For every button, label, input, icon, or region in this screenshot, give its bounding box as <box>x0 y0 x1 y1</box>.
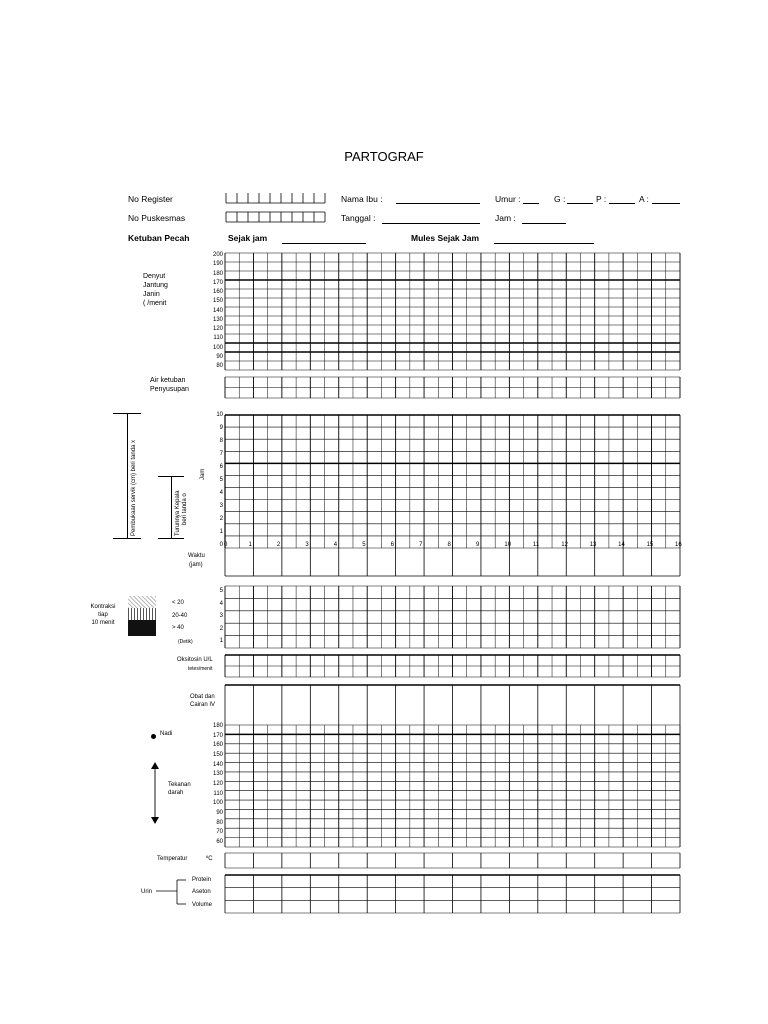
scale-tick-label: 100 <box>212 800 223 807</box>
hour-tick-label: 2 <box>276 542 281 548</box>
scale-tick-label: 10 <box>216 412 223 418</box>
scale-tick-label: 90 <box>216 810 223 816</box>
scale-tick-label: 70 <box>216 829 223 836</box>
legend-lt20: < 20 <box>172 600 184 606</box>
oxytocin-label: Oksitosin U/L <box>177 657 213 663</box>
scale-tick-label: 170 <box>212 732 223 739</box>
descent-bar-bottom <box>158 538 184 539</box>
scale-tick-label: 200 <box>212 252 223 258</box>
scale-tick-label: 130 <box>212 316 223 323</box>
legend-detik: (Detik) <box>178 639 193 645</box>
waktu-unit-label: (jam) <box>189 562 203 568</box>
scale-tick-label: 8 <box>219 438 223 444</box>
descent-label-2: beri tanda o <box>182 493 188 525</box>
darah-label: darah <box>168 790 184 796</box>
dilation-label: Pembukaan servik (cm) beri tanda x <box>131 439 137 536</box>
scale-tick-label: 160 <box>212 742 223 749</box>
scale-tick-label: 9 <box>219 425 223 431</box>
hour-tick-label: 4 <box>333 542 338 548</box>
scale-tick-label: 100 <box>212 344 223 351</box>
scale-tick-label: 140 <box>212 761 223 768</box>
hour-tick-label: 11 <box>532 542 540 548</box>
contractions-label: Kontraksi tiap 10 menit <box>90 604 116 626</box>
scale-tick-label: 180 <box>212 723 223 729</box>
scale-tick-label: 6 <box>219 464 223 470</box>
hour-tick-label: 12 <box>561 542 568 548</box>
hour-tick-label: 6 <box>390 542 394 548</box>
tanggal-label: Tanggal : <box>341 213 376 223</box>
a-label: A : <box>639 194 649 204</box>
hour-tick-label: 15 <box>646 542 654 548</box>
oxytocin-unit: tetes/menit <box>188 666 213 672</box>
tekanan-label: Tekanan <box>168 782 191 788</box>
hour-tick-label: 8 <box>447 542 451 548</box>
scale-tick-label: 90 <box>216 353 223 360</box>
scale-tick-label: 3 <box>219 503 223 509</box>
scale-tick-label: 4 <box>219 490 223 496</box>
hour-tick-label: 5 <box>362 542 366 548</box>
arrow-up-icon <box>151 762 159 769</box>
scale-tick-label: 130 <box>212 771 223 778</box>
hour-tick-label: 13 <box>589 542 597 548</box>
dilation-bar-bottom <box>113 538 141 539</box>
hour-tick-label: 1 <box>248 542 252 548</box>
nadi-label: Nadi <box>160 731 173 737</box>
urine-protein: Protein <box>192 877 212 883</box>
scale-tick-label: 150 <box>212 298 223 305</box>
legend-swatch-stripes <box>128 608 156 620</box>
hour-tick-label: 3 <box>305 542 309 548</box>
dilation-bar <box>127 414 128 539</box>
temperature-label: Temperatur <box>157 856 188 862</box>
scale-tick-label: 0 <box>219 542 223 548</box>
hour-tick-label: 14 <box>618 542 625 548</box>
nama-ibu-label: Nama Ibu : <box>341 194 383 204</box>
hour-tick-label: 10 <box>504 542 512 548</box>
scale-tick-label: 3 <box>219 613 223 619</box>
scale-tick-label: 2 <box>219 516 223 522</box>
scale-tick-label: 1 <box>219 638 223 644</box>
temperature-unit: ºC <box>206 856 213 862</box>
descent-bar <box>171 477 172 539</box>
scale-tick-label: 120 <box>212 326 223 332</box>
sejak-jam-label: Sejak jam <box>228 233 268 243</box>
scale-tick-label: 60 <box>216 839 223 845</box>
nadi-dot-icon <box>151 734 156 739</box>
scale-tick-label: 2 <box>219 625 223 632</box>
page-title: PARTOGRAF <box>344 149 424 164</box>
drugs-label-1: Obat dan <box>190 694 215 700</box>
urine-label: Urin <box>141 889 153 895</box>
scale-tick-label: 5 <box>219 588 223 594</box>
jam-axis-label: Jam <box>200 468 206 480</box>
legend-swatch-solid <box>128 620 156 636</box>
penyusupan-label: Penyusupan <box>150 386 189 393</box>
scale-tick-label: 120 <box>212 781 223 787</box>
mules-sejak-jam-label: Mules Sejak Jam <box>411 233 480 243</box>
hour-tick-label: 16 <box>675 542 682 548</box>
urine-aseton: Aseton <box>192 889 211 895</box>
urine-volume: Volume <box>192 902 213 908</box>
air-ketuban-label: Air ketuban <box>150 377 186 384</box>
jam-label: Jam : <box>495 213 516 223</box>
waktu-label: Waktu <box>188 553 205 559</box>
dilation-bar-top <box>113 413 141 414</box>
scale-tick-label: 170 <box>212 279 223 286</box>
scale-tick-label: 80 <box>216 819 223 826</box>
scale-tick-label: 4 <box>219 600 223 607</box>
no-register-label: No Register <box>128 194 173 204</box>
hour-tick-label: 9 <box>475 542 480 548</box>
g-label: G : <box>554 194 566 204</box>
scale-tick-label: 190 <box>212 261 223 268</box>
descent-bar-top <box>158 476 184 477</box>
legend-20-40: 20-40 <box>172 613 188 619</box>
scale-tick-label: 160 <box>212 289 223 295</box>
drugs-label-2: Cairan IV <box>190 702 216 708</box>
ketuban-pecah-label: Ketuban Pecah <box>128 233 190 243</box>
scale-tick-label: 140 <box>212 307 223 314</box>
scale-tick-label: 110 <box>213 790 223 797</box>
scale-tick-label: 1 <box>219 529 223 535</box>
hour-tick-label: 7 <box>419 542 423 548</box>
hour-tick-label: 0 <box>224 542 228 548</box>
scale-tick-label: 180 <box>212 270 223 277</box>
p-label: P : <box>596 194 607 204</box>
umur-label: Umur : <box>495 194 521 204</box>
no-puskesmas-label: No Puskesmas <box>128 213 186 223</box>
fhr-label: Denyut Jantung Janin ( /menit <box>143 273 168 307</box>
arrow-down-icon <box>151 817 159 824</box>
scale-tick-label: 150 <box>212 752 223 758</box>
scale-tick-label: 110 <box>213 335 223 342</box>
legend-swatch-dots <box>128 596 156 608</box>
legend-gt40: > 40 <box>172 625 184 631</box>
descent-label-1: Turunnya Kepala <box>175 490 181 536</box>
scale-tick-label: 5 <box>219 477 223 483</box>
scale-tick-label: 80 <box>216 363 223 369</box>
scale-tick-label: 7 <box>219 451 223 457</box>
